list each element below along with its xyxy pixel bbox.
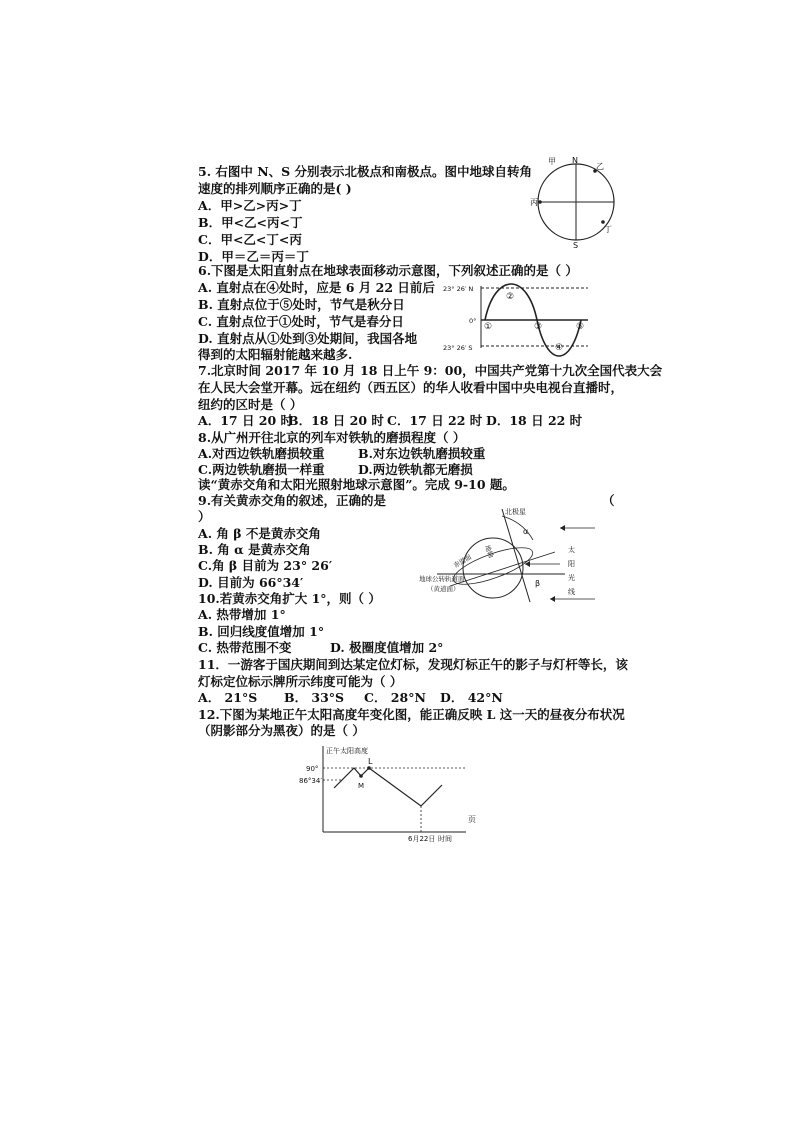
label-axis: 地轴 [483,543,496,559]
q9-option-b: B. 角 α 是黄赤交角 [198,542,311,557]
q7-line2: 在人民大会堂开幕。远在纽约（西五区）的华人收看中国中央电视台直播时， [198,380,624,395]
label-23n: 23° 26′ N [443,285,474,293]
label-orbit-plane-1: 地球公转轨道面 [419,575,465,583]
label-equator-plane: 赤道面 [452,553,473,570]
q7-option-b: B．18 日 20 时 [288,413,384,428]
arrow-1 [560,525,565,531]
q9-10-intro: 读“黄赤交角和太阳光照射地球示意图”。完成 9-10 题。 [198,477,515,492]
label-86: 86°34′ [299,777,322,785]
earth-sphere [463,538,523,598]
q6-option-c: C. 直射点位于①处时，节气是春分日 [198,314,404,329]
q9-paren-close: ） [198,509,211,524]
label-sun-3: 光 [568,574,575,582]
point-2: ② [506,292,515,302]
point-4: ④ [555,343,564,353]
label-beta: β [535,579,541,588]
label-polaris: 北极星 [505,508,526,516]
label-jia: 甲 [548,157,556,166]
label-page: 页 [468,815,476,824]
q11-option-a: A． 21°S [198,690,258,705]
q8-option-a: A.对西边铁轨磨损较重 [198,446,325,461]
q7-line1: 7.北京时间 2017 年 10 月 18 日上午 9：00，中国共产党第十九次全国代表大会 [198,363,663,378]
q9-option-c: C.角 β 目前为 23° 26′ [198,558,333,573]
q5-option-a: A．甲>乙>丙>丁 [198,198,302,213]
label-alpha: α [523,527,529,536]
label-23s: 23° 26′ S [443,344,473,352]
label-yi: 乙 [596,162,604,171]
q9-line1: 9.有关黄赤交角的叙述，正确的是 [198,493,387,508]
q5-option-c: C．甲<乙<丁<丙 [198,232,302,247]
q9-option-a: A. 角 β 不是黄赤交角 [198,526,321,541]
q11-option-d: D． 42°N [440,690,503,705]
label-sun-1: 太 [568,546,575,554]
label-ylabel: 正午太阳高度 [326,747,368,755]
q7-option-a: A．17 日 20 时 [198,413,294,428]
q6-line1: 6.下图是太阳直射点在地球表面移动示意图，下列叙述正确的是（ ） [198,263,578,278]
point-1: ① [484,322,493,332]
label-s: S [573,241,579,250]
label-bing: 丙 [530,198,538,207]
q7-line3: 纽约的区时是（ ） [198,397,303,412]
q5-line1: 5. 右图中 N、S 分别表示北极点和南极点。图中地球自转角 [198,164,533,179]
arrow-3 [550,596,555,602]
q5-option-d: D．甲＝乙＝丙＝丁 [198,249,309,264]
q12-line1: 12.下图为某地正午太阳高度年变化图，能正确反映 L 这一天的昼夜分布状况 [198,707,625,722]
label-ding: 丁 [604,225,612,234]
q12-noon-altitude-figure [296,740,476,850]
q6-option-d-cont: 得到的太阳辐射能越来越多. [198,347,353,362]
q5-line2: 速度的排列顺序正确的是( ) [198,181,352,196]
q11-option-c: C． 28°N [364,690,426,705]
q5-earth-figure [530,156,630,260]
label-june22: 6月22日 [408,835,436,843]
q9-obliquity-figure [415,504,600,604]
label-90: 90° [306,765,319,773]
q10-option-b: B. 回归线度值增加 1° [198,624,325,639]
q11-option-b: B． 33°S [284,690,345,705]
label-0: 0° [469,317,477,325]
earth-axis [502,509,530,602]
q11-line1: 11．一游客于国庆期间到达某定位灯标，发现灯标正午的影子与灯杆等长，该 [198,657,628,672]
point-3: ③ [534,322,543,332]
point-m [359,774,363,778]
q9-paren-open: （ [602,493,615,508]
q8-option-c: C.两边铁轨磨损一样重 [198,462,325,477]
label-xlabel: 时间 [438,835,452,843]
label-l: L [368,757,373,766]
q5-option-b: B．甲<乙<丙<丁 [198,215,303,230]
q7-option-d: D．18 日 22 时 [486,413,583,428]
q6-direct-point-figure [443,282,603,352]
altitude-curve [334,768,442,806]
label-n: N [572,156,578,165]
q11-line2: 灯标定位标示牌所示纬度可能为（ ） [198,674,403,689]
q10-option-c: C. 热带范围不变 [198,640,292,655]
q10-option-d: D. 极圈度值增加 2° [330,640,444,655]
q12-line2: （阴影部分为黑夜）的是（ ） [198,723,365,738]
point-bing [538,200,542,204]
label-orbit-plane-2: （黄道面） [427,585,460,593]
point-5: ⑤ [576,322,585,332]
label-m: M [358,782,365,790]
q8-line1: 8.从广州开往北京的列车对铁轨的磨损程度（ ） [198,430,466,445]
q6-option-d: D. 直射点从①处到③处期间，我国各地 [198,331,418,346]
point-l [367,766,371,770]
q8-option-b: B.对东边铁轨磨损较重 [358,446,486,461]
q8-option-d: D.两边铁轨都无磨损 [358,462,473,477]
q6-option-a: A. 直射点在④处时，应是 6 月 22 日前后 [198,280,435,295]
q10-line1: 10.若黄赤交角扩大 1°，则（ ） [198,591,381,606]
label-sun-2: 阳 [568,560,575,568]
q6-option-b: B. 直射点位于⑤处时，节气是秋分日 [198,297,405,312]
point-ding [601,220,605,224]
label-sun-4: 线 [568,588,575,596]
q9-option-d: D. 目前为 66°34′ [198,575,304,590]
q10-option-a: A. 热带增加 1° [198,607,286,622]
q7-option-c: C．17 日 22 时 [387,413,483,428]
angle-arc [502,516,533,540]
